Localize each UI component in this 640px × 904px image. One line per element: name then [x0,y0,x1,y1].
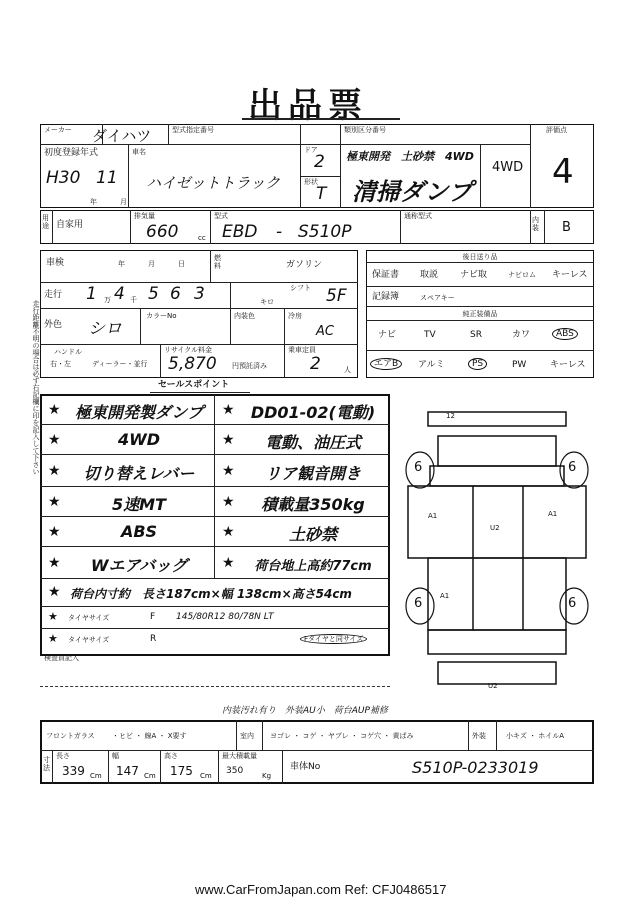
rating-label: 評価点 [546,126,567,134]
drive-value: 4WD [492,160,524,175]
footer-ref: www.CarFromJapan.com Ref: CFJ0486517 [195,882,447,897]
room-value: ヨゴレ ・ コゲ ・ ヤブレ ・ コゲ穴 ・ 黄ばみ [270,732,414,740]
equip-item-9: PW [512,360,527,370]
tire-rear: Fタイヤと同サイズ [300,634,367,644]
mileage-d2: 4 [114,284,125,304]
windshield-label: フロントガラス [46,732,95,740]
equip-item-3: SR [470,330,482,340]
wheel-mark: 6 [568,460,577,475]
damage-mark: U2 [488,682,498,690]
inspector-label: 検査員記入 [44,654,79,662]
star-icon: ★ [48,463,61,479]
equip-item-4: カワ [512,330,531,340]
equip-title: 純正装備品 [462,310,498,318]
shift-value: 5F [326,286,347,306]
first-reg-era: H30 [46,168,81,188]
equip-item-5: ABS [552,328,578,340]
notes-item-1: 保証書 [372,270,400,280]
sales-point: DD01-02(電動) [250,403,376,422]
star-icon: ★ [48,432,61,448]
wheel-mark: 6 [414,596,423,611]
damage-mark: U2 [490,524,500,532]
shaken-label: 車検 [46,258,65,268]
notes-item-2: 取説 [420,270,439,280]
capacity-label: 乗車定員 [288,346,316,354]
star-icon: ★ [48,402,61,418]
wheel-circles [406,452,588,624]
page-title: 出品票 [248,86,368,126]
grade-top: 極東開発 土砂禁 4WD [346,150,474,163]
length-value: 339 [62,764,85,778]
doors-label: ドア [304,146,318,154]
car-name-value: ハイゼットトラック [146,174,280,192]
damage-mark: 12 [446,412,455,420]
interior-label: 内装 [532,216,539,232]
room-label: 室内 [240,732,254,740]
notes-row2-label: 記録簿 [372,292,400,302]
usage-label: 用途 [42,214,49,230]
grade-value: 清掃ダンプ [352,178,473,206]
model-designation-label: 型式指定番号 [172,126,214,134]
tire-label-r: タイヤサイズ [68,636,110,644]
recycle-value: 5,870 [168,354,217,374]
mileage-d1: 1 [86,284,97,304]
displacement-value: 660 [146,222,179,242]
star-icon: ★ [48,610,58,623]
first-reg-label: 初度登録年式 [44,148,99,158]
int-color-label: 内装色 [234,312,255,320]
tire-label-f: タイヤサイズ [68,614,110,622]
sales-point: リア観音開き [264,464,361,483]
usage-value: 自家用 [56,220,84,230]
exterior-value: シロ [88,319,122,339]
mileage-label: 走行 [44,290,63,300]
maker-label: メーカー [44,126,72,134]
height-value: 175 [170,764,193,778]
equip-item-1: ナビ [378,330,397,340]
sales-point: ABS [120,522,158,541]
star-icon: ★ [48,524,61,540]
star-icon: ★ [222,432,235,448]
dealer-label: ディーラー・並行 [92,360,148,368]
mileage-d3: 5 [148,284,159,304]
displacement-label: 排気量 [134,212,155,220]
equip-item-2: TV [424,330,436,340]
star-icon: ★ [48,632,58,645]
cargo-dimensions: 荷台内寸約 長さ187cm×幅 138cm×高さ54cm [70,587,352,601]
sales-point: 積載量350kg [261,495,365,514]
chassis-label: 車体No [290,762,321,772]
side-note: 走行距離不明の場合は必ず右記欄に印を記入して下さい [32,300,40,475]
first-reg-month: 11 [96,168,118,188]
star-icon: ★ [222,463,235,479]
star-icon: ★ [222,402,235,418]
star-icon: ★ [48,555,61,571]
wheel-mark: 6 [568,596,577,611]
capacity-value: 2 [310,354,321,374]
condition-note: 内装汚れ有り 外装AU小 荷台AUP補修 [222,706,388,716]
sales-point: 4WD [117,430,161,449]
windshield-value: ・ヒビ ・ 線A ・ X要す [112,732,187,740]
notes-item-3: ナビ取 [460,270,488,280]
sales-points-title: セールスポイント [158,380,230,390]
shift-label: シフト [290,284,311,292]
notes-title: 後日送り品 [462,253,498,261]
model-label: 型式 [214,212,228,220]
mileage-d4: 6 [170,284,181,304]
load-value: 350 [226,766,244,776]
mileage-d5: 3 [194,284,205,304]
star-icon: ★ [222,494,235,510]
dims-label: 寸法 [43,756,50,772]
sales-point: 荷台地上高約77cm [254,559,372,574]
star-icon: ★ [222,524,235,540]
equip-item-10: キーレス [550,360,586,370]
shape-label: 形状 [304,178,318,186]
common-model-label: 通称型式 [404,212,432,220]
car-name-label: 車名 [132,148,146,156]
sales-point: 5速MT [112,495,166,514]
star-icon: ★ [48,494,61,510]
sales-point: Wエアバッグ [90,556,188,575]
ac-label: 冷房 [288,312,302,320]
equip-item-6: エアB [370,358,402,370]
fuel-value: ガソリン [286,260,323,270]
equip-item-8: PS [468,358,487,370]
sales-point: 極東開発製ダンプ [74,403,204,422]
sales-point: 土砂禁 [288,525,337,544]
fuel-label: 燃料 [214,254,221,270]
maker-value: ダイハツ [92,127,152,145]
wheel-mark: 6 [414,460,423,475]
color-no-label: カラーNo [146,312,177,320]
sales-point: 電動、油圧式 [264,433,361,452]
equip-item-7: アルミ [418,360,445,370]
width-value: 147 [116,764,139,778]
ac-value: AC [316,324,334,339]
chassis-value: S510P-0233019 [412,758,539,777]
notes-row2-value: スペアキー [420,294,455,302]
model-code: S510P [298,222,352,242]
shape-value: T [316,184,327,204]
exterior-label: 外色 [44,320,63,330]
damage-mark: A1 [440,592,450,600]
ext-label: 外装 [472,732,486,740]
notes-item-4: ナビロム [508,271,536,279]
star-icon: ★ [48,584,61,600]
notes-item-5: キーレス [552,270,588,280]
handle-value: 右・左 [50,360,71,368]
star-icon: ★ [222,555,235,571]
vehicle-diagram [398,400,598,700]
doors-value: 2 [314,152,325,172]
handle-label: ハンドル [54,348,82,356]
damage-mark: A1 [548,510,558,518]
recycle-label: リサイクル料金 [164,346,213,354]
ext-value: 小キズ ・ ホイルA [506,732,565,740]
sales-point: 切り替えレバー [83,464,195,483]
rating-value: 4 [552,152,574,192]
category-label: 類別区分番号 [344,126,386,134]
damage-mark: A1 [428,512,438,520]
model-prefix: EBD [222,222,258,242]
tire-front: 145/80R12 80/78N LT [176,612,274,622]
interior-value: B [562,220,571,235]
